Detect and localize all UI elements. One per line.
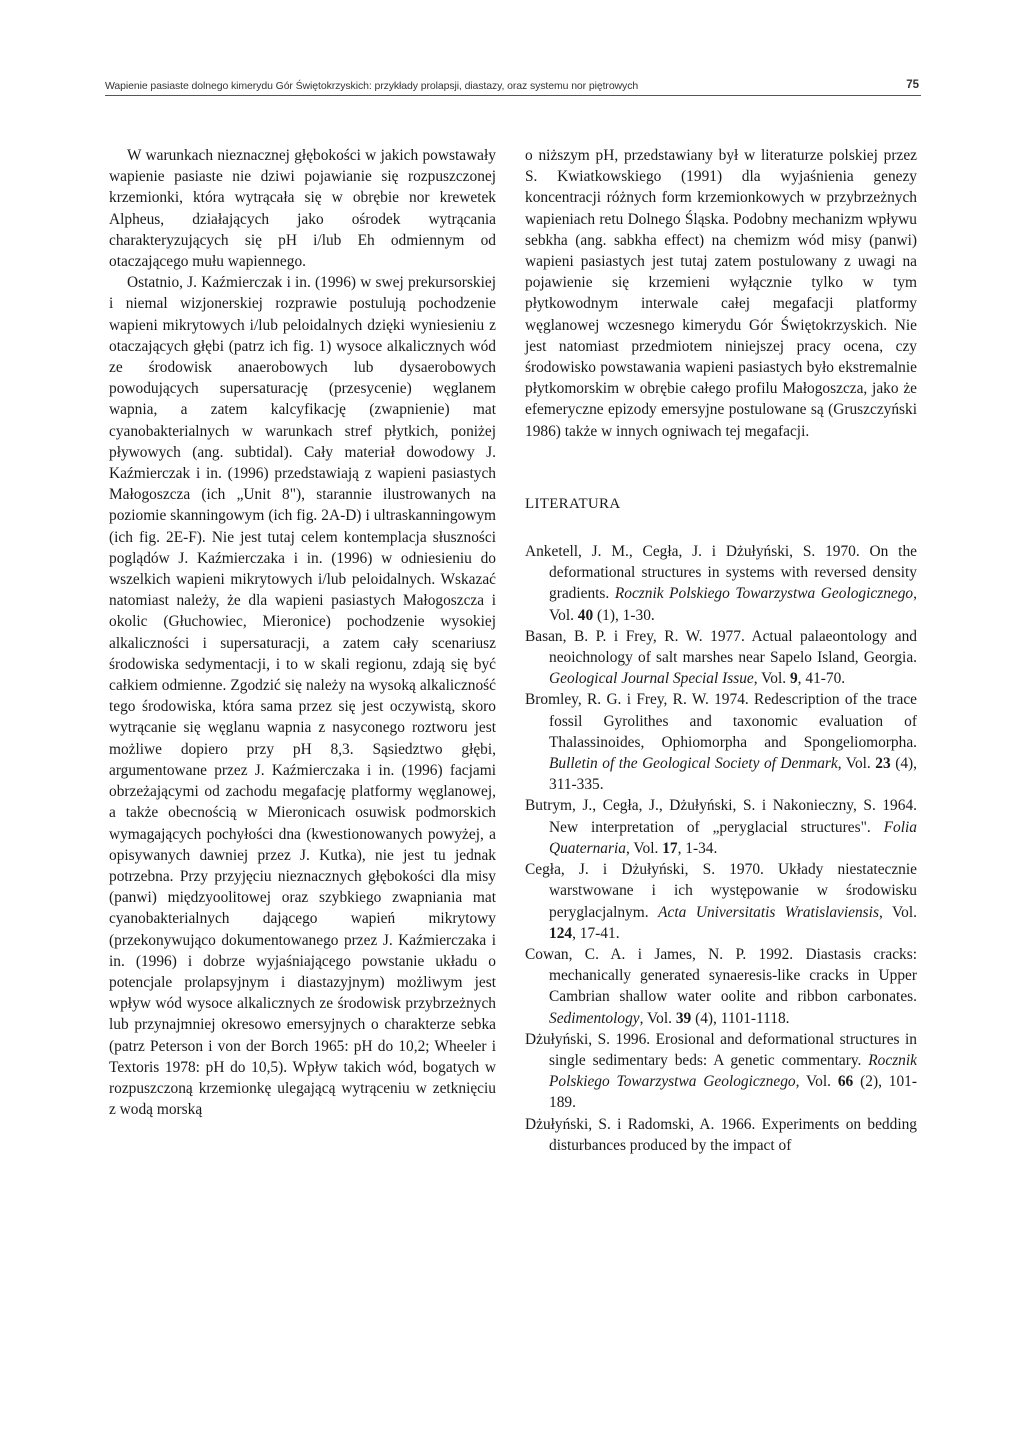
running-header-title: Wapienie pasiaste dolnego kimerydu Gór Świętokrzyskich: przykłady prolapsji, diastazy, oraz systemu nor piętrowych	[105, 80, 639, 92]
left-column	[109, 145, 496, 1120]
body-paragraph-continuation: o niższym pH, przedstawiany był w literaturze polskiej przez S. Kwiatkowskiego (1991) dla wyjaśnienia genezy koncentracji różnych form krzemionkowych w przybrzeżnych wapieniach retu Dolnego Śląska. Podobny mechanizm wpływu sebkha (ang. sabkha effect) na chemizm wód misy (panwi) wapieni pasiastych jest tutaj zatem postulowany z uwagi na pojawienie się krzemieni wyłącznie tylko w tym płytkowodnym interwale całej megafacji platformy węglanowej wczesnego kimerydu Gór Świętokrzyskich. Nie jest natomiast przedmiotem niniejszej pracy ocena, czy środowisko powstawania wapieni pasiastych było ekstremalnie płytkomorskim w obrębie całego profilu Małogoszcza, jako że efemeryczne epizody emersyjne postulowane są (Gruszczyński 1986) także w innych ogniwach tej megafacji.	[525, 147, 917, 440]
body-paragraph: Ostatnio, J. Kaźmierczak i in. (1996) w swej prekursorskiej i niemal wizjonerskiej rozprawie postulują pochodzenie wapieni mikrytowych i/lub peloidalnych dzięki wyniesieniu z otaczających głębi (patrz ich fig. 1) wysoce alkalicznych wód ze środowisk anaerobowych lub dysaerobowych powodujących supersaturację (przesycenie) węglanem wapnia, a zatem kalcyfikację (zwapnienie) mat cyanobakterialnych w warunkach stref płytkich, poniżej pływowych (ang. subtidal). Cały materiał dowodowy J. Kaźmierczak i in. (1996) przedstawiają z wapieni pasiastych Małogoszcza (ich „Unit 8"), starannie ilustrowanych na poziomie skanningowym (ich fig. 2A-D) i ultraskanningowym (ich fig. 2E-F). Nie jest tutaj celem kontemplacja słuszności poglądów J. Kaźmierczaka i in. (1996) w odniesieniu do wszelkich wapieni mikrytowych i/lub peloidalnych. Wskazać natomiast należy, że dla wapieni pasiastych Małogoszcza i okolic (Głuchowiec, Mieronice) pochodzenie wysokiej alkaliczności i supersaturacji, a zatem cały scenariusz środowiska sedymentacji, i to w skali regionu, zdają się być całkiem odmienne. Zgodzić się należy na wysoką alkaliczność tego środowiska, która sama przez się jest oczywistą, skoro wytrącanie się węglanu wapnia z nasyconego roztworu jest możliwe dopiero przy pH 8,3. Sąsiedztwo głębi, argumentowane przez J. Kaźmierczaka i in. (1996) facjami obrzeżającymi od zachodu megafację platformy węglanowej, a także obecnością w Mieronicach osuwisk podmorskich wymagających pochyłości dna (kwestionowanych powyżej, a opisywanych dawniej przez J. Kutka), nie jest tu jednak potrzebna. Przy przyjęciu nieznacznych głębokości dla misy (panwi) międzyoolitowej oraz szybkiego zwapniania mat cyanobakterialnych dającego wapień mikrytowy (przekonywująco dokumentowanego przez J. Kaźmierczaka i in. (1996) i dobrze wyjaśniającego powstanie układu o potencjale prolapsyjnym i diastazyjnym) możliwym jest wpływ wód wysoce alkalicznych ze środowisk przybrzeżnych lub przynajmniej okresowo emersyjnych o charakterze sebka (patrz Peterson i von der Borch 1965: pH do 10,2; Wheeler i Textoris 1978: pH do 10,5). Wpływ takich wód, bogatych w rozpuszczoną krzemionkę ulegającą wytrąceniu w zetknięciu z wodą morską	[109, 274, 496, 1119]
reference-item: Basan, B. P. i Frey, R. W. 1977. Actual palaeontology and neoichnology of salt marshes near Sapelo Island, Georgia. Geological Journal Special Issue, Vol. 9, 41-70.	[525, 627, 917, 688]
reference-item: Cowan, C. A. i James, N. P. 1992. Diastasis cracks: mechanically generated synaeresis-like cracks in Upper Cambrian shallow water oolite and ribbon carbonates. Sedimentology, Vol. 39 (4), 1101-1118.	[525, 945, 917, 1027]
right-column	[525, 145, 917, 1156]
reference-item: Bromley, R. G. i Frey, R. W. 1974. Redescription of the trace fossil Gyrolithes and taxonomic evaluation of Thalassinoides, Ophiomorpha and Spongeliomorpha. Bulletin of the Geological Society of Denmark, Vol. 23 (4), 311-335.	[525, 691, 918, 794]
literature-heading: LITERATURA	[525, 495, 621, 512]
reference-item: Butrym, J., Cegła, J., Dżułyński, S. i Nakonieczny, S. 1964. New interpretation of „peryglacial structures". Folia Quaternaria, Vol. 17, 1-34.	[525, 797, 917, 857]
reference-item: Dżułyński, S. 1996. Erosional and deformational structures in single sedimentary beds: A genetic commentary. Rocznik Polskiego Towarzystwa Geologicznego, Vol. 66 (2), 101-189.	[525, 1030, 917, 1112]
reference-item: Cegła, J. i Dżułyński, S. 1970. Układy niestatecznie warstwowane i ich występowanie w środowisku peryglacjalnym. Acta Universitatis Wratislaviensis, Vol. 124, 17-41.	[525, 861, 917, 942]
body-paragraph: W warunkach nieznacznej głębokości w jakich powstawały wapienie pasiaste nie dziwi pojawianie się rozpuszczonej krzemionki, która wytrącała się w obrębie nor krewetek Alpheus, działających jako ośrodek wytrącania charakteryzujących się pH i/lub Eh odmiennym od otaczającego mułu wapiennego.	[109, 147, 496, 271]
running-header	[105, 79, 921, 96]
reference-item: Anketell, J. M., Cegła, J. i Dżułyński, S. 1970. On the deformational structures in systems with reversed density gradients. Rocznik Polskiego Towarzystwa Geologicznego, Vol. 40 (1), 1-30.	[525, 543, 917, 624]
reference-list	[525, 541, 917, 1156]
page-number: 75	[906, 79, 919, 91]
reference-item: Dżułyński, S. i Radomski, A. 1966. Experiments on bedding disturbances produced by the impact of	[525, 1115, 917, 1154]
